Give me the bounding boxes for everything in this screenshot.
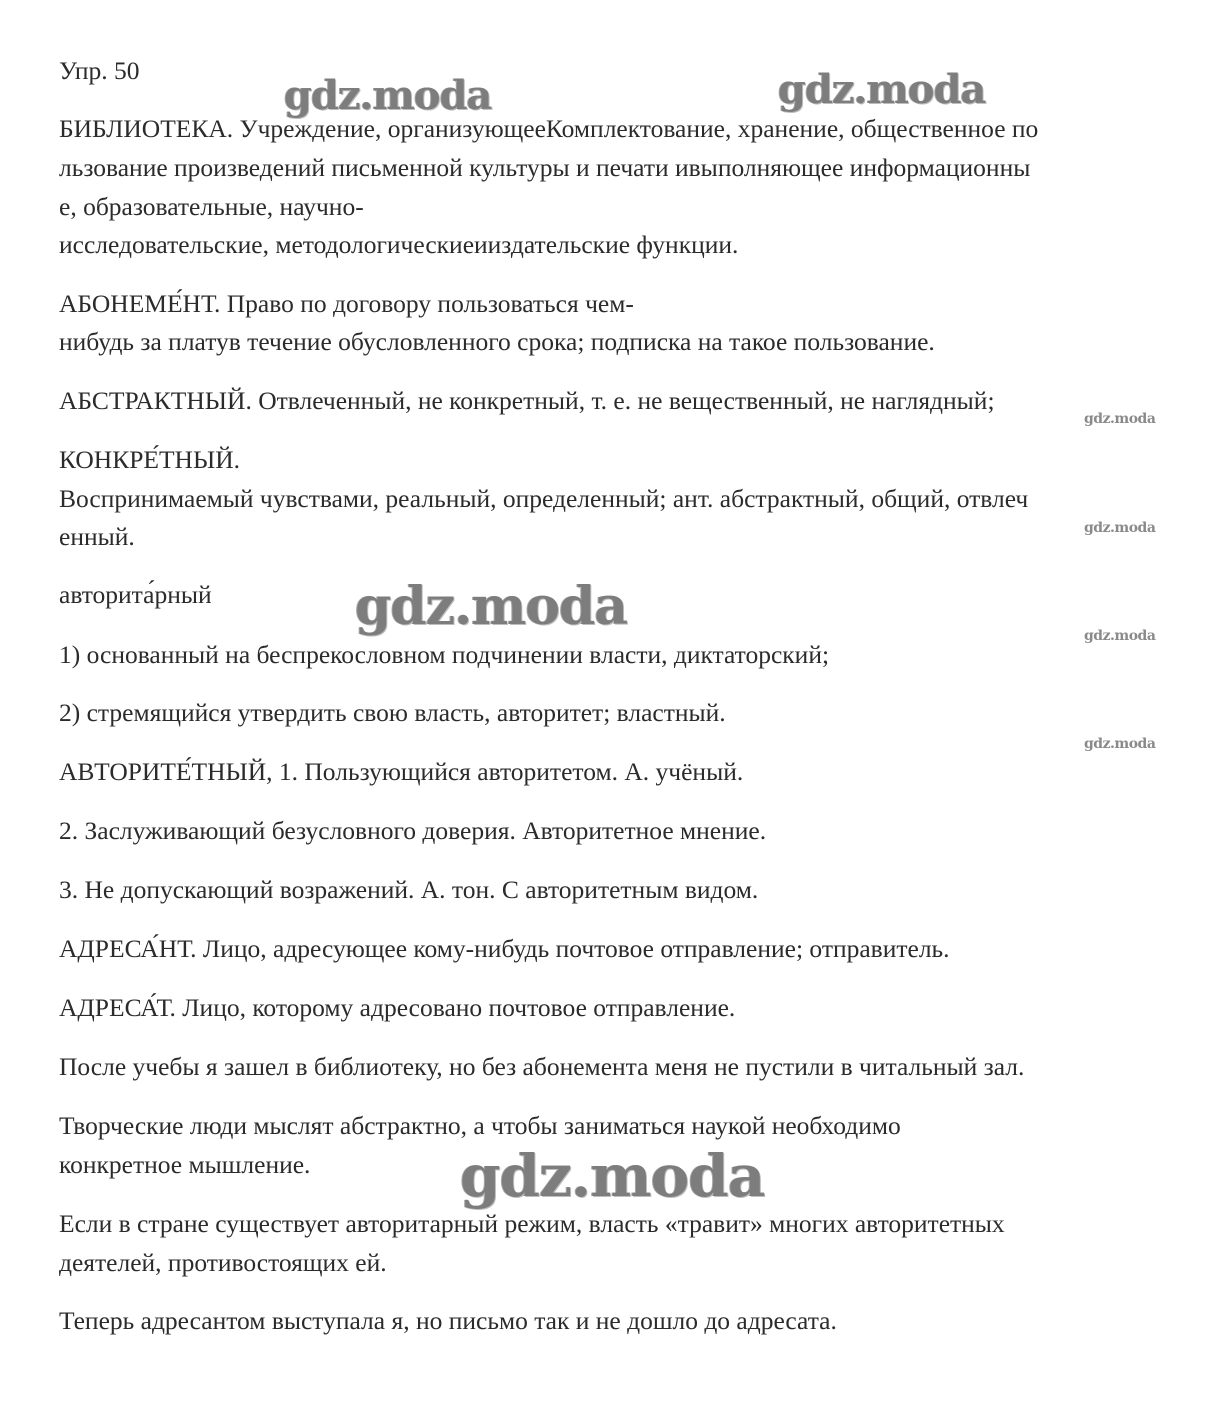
text-line: БИБЛИОТЕКА. Учреждение, организующееКомплектование, хранение, общественное по (59, 114, 1039, 143)
watermark-small: gdz.moda (1084, 628, 1156, 644)
text-line: АДРЕСА́НТ. Лицо, адресующее кому-нибудь почтовое отправление; отправитель. (59, 934, 950, 963)
text-line: АБОНЕМЕ́НТ. Право по договору пользоваться чем- (59, 289, 634, 318)
text-line: исследовательские, методологическиеииздательские функции. (59, 230, 739, 259)
text-line: АВТОРИТЕ́ТНЫЙ, 1. Пользующийся авторитетом. А. учёный. (59, 757, 744, 786)
text-line: АДРЕСА́Т. Лицо, которому адресовано почтовое отправление. (59, 993, 736, 1022)
exercise-title: Упр. 50 (59, 56, 140, 85)
text-line: льзование произведений письменной культуры и печати ивыполняющее информационны (59, 153, 1031, 182)
watermark-logo: gdz.moda (355, 576, 628, 637)
text-line: Творческие люди мыслят абстрактно, а чтобы заниматься наукой необходимо (59, 1111, 901, 1140)
watermark-logo: gdz.moda (778, 66, 986, 113)
text-line: е, образовательные, научно- (59, 192, 364, 221)
text-line: Теперь адресантом выступала я, но письмо так и не дошло до адресата. (59, 1306, 837, 1335)
text-line: Воспринимаемый чувствами, реальный, определенный; ант. абстрактный, общий, отвлеч (59, 484, 1029, 513)
text-line: АБСТРАКТНЫЙ. Отвлеченный, не конкретный, т. е. не вещественный, не наглядный; (59, 386, 995, 415)
watermark-logo: gdz.moda (460, 1142, 765, 1210)
text-line: 2. Заслуживающий безусловного доверия. Авторитетное мнение. (59, 816, 767, 845)
text-line: деятелей, противостоящих ей. (59, 1248, 387, 1277)
watermark-small: gdz.moda (1084, 411, 1156, 427)
text-line: Если в стране существует авторитарный режим, власть «травит» многих авторитетных (59, 1209, 1005, 1238)
text-line: 2) стремящийся утвердить свою власть, авторитет; властный. (59, 698, 726, 727)
text-line: енный. (59, 522, 135, 551)
watermark-logo: gdz.moda (284, 72, 492, 119)
text-line: КОНКРЕ́ТНЫЙ. (59, 445, 240, 474)
text-line: После учебы я зашел в библиотеку, но без абонемента меня не пустили в читальный зал. (59, 1052, 1025, 1081)
text-line: авторита́рный (59, 580, 212, 609)
watermark-small: gdz.moda (1084, 520, 1156, 536)
text-line: конкретное мышление. (59, 1150, 311, 1179)
text-line: 1) основанный на беспрекословном подчинении власти, диктаторский; (59, 640, 830, 669)
watermark-small: gdz.moda (1084, 736, 1156, 752)
text-line: 3. Не допускающий возражений. А. тон. С авторитетным видом. (59, 875, 759, 904)
text-line: нибудь за платув течение обусловленного срока; подписка на такое пользование. (59, 327, 935, 356)
